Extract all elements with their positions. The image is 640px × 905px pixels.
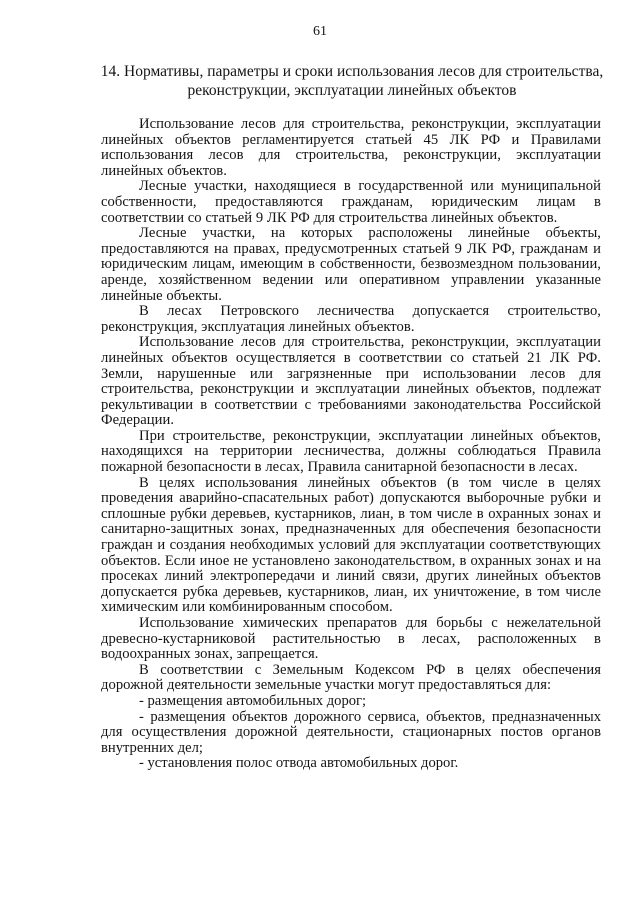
paragraph-chemical-ban: Использование химических препаратов для борьбы с нежелательной древесно-кустарниковой растительностью в лесах, расположенных в водоохранных зонах, запрещается. <box>101 615 601 663</box>
list-item-road-service: - размещения объектов дорожного сервиса, объектов, предназначенных для осуществления дорожной деятельности, стационарных постов органов внутренних дел; <box>101 708 601 756</box>
section-heading-line-1: 14. Нормативы, параметры и сроки использования лесов для строительства, <box>100 63 604 80</box>
page-number: 61 <box>313 24 327 39</box>
paragraph-petrovsky-forestry: В лесах Петровского лесничества допускается строительство, реконструкция, эксплуатация линейных объектов. <box>101 303 601 335</box>
document-body <box>101 117 601 772</box>
paragraph-felling-rules: В целях использования линейных объектов (в том числе в целях проведения аварийно-спасательных работ) допускаются выборочные рубки и сплошные рубки деревьев, кустарников, лиан, в том числе в охранных зонах и санитарно-защитных зонах, предназначенных для обеспечения безопасности граждан и создания необходимых условий для эксплуатации соответствующих объектов. Если иное не установлено законодательством, в охранных зонах и на просеках линий электропередачи и линий связи, других линейных объектов допускается рубка деревьев, кустарников, лиан, их уничтожение, в том числе химическим или комбинированным способом. <box>101 474 601 616</box>
list-item-roads: - размещения автомобильных дорог; <box>139 692 367 709</box>
paragraph-land-rights: Лесные участки, на которых расположены линейные объекты, предоставляются на правах, предусмотренных статьей 9 ЛК РФ, гражданам и юридическим лицам, имеющим в собственности, безвозмездном пользовании, аренде, хозяйственном ведении или оперативном управлении указанные линейные объекты. <box>101 225 601 304</box>
section-heading-line-2: реконструкции, эксплуатации линейных объектов <box>187 82 517 99</box>
paragraph-state-land-provision: Лесные участки, находящиеся в государственной или муниципальной собственности, предоставляются гражданам, юридическим лицам в соответствии со статьей 9 ЛК РФ для строительства линейных объектов. <box>101 178 601 226</box>
list-item-right-of-way: - установления полос отвода автомобильных дорог. <box>139 755 459 772</box>
paragraph-safety-rules: При строительстве, реконструкции, эксплуатации линейных объектов, находящихся на территории лесничества, должны соблюдаться Правила пожарной безопасности в лесах, Правила санитарной безопасности в лесах. <box>101 427 601 476</box>
paragraph-land-code: В соответствии с Земельным Кодексом РФ в целях обеспечения дорожной деятельности земельные участки могут предоставляться для: <box>101 661 601 694</box>
section-heading <box>92 62 612 100</box>
paragraph-article-21: Использование лесов для строительства, реконструкции, эксплуатации линейных объектов осуществляется в соответствии со статьей 21 ЛК РФ. Земли, нарушенные или загрязненные при использовании лесов для строительства, реконструкции и эксплуатации линейных объектов, подлежат рекультивации в соответствии с требованиями законодательства Российской Федерации. <box>101 334 601 429</box>
paragraph-linear-objects-regulation: Использование лесов для строительства, реконструкции, эксплуатации линейных объектов регламентируется статьей 45 ЛК РФ и Правилами использования лесов для строительства, реконструкции, эксплуатации линейных объектов. <box>101 116 601 179</box>
